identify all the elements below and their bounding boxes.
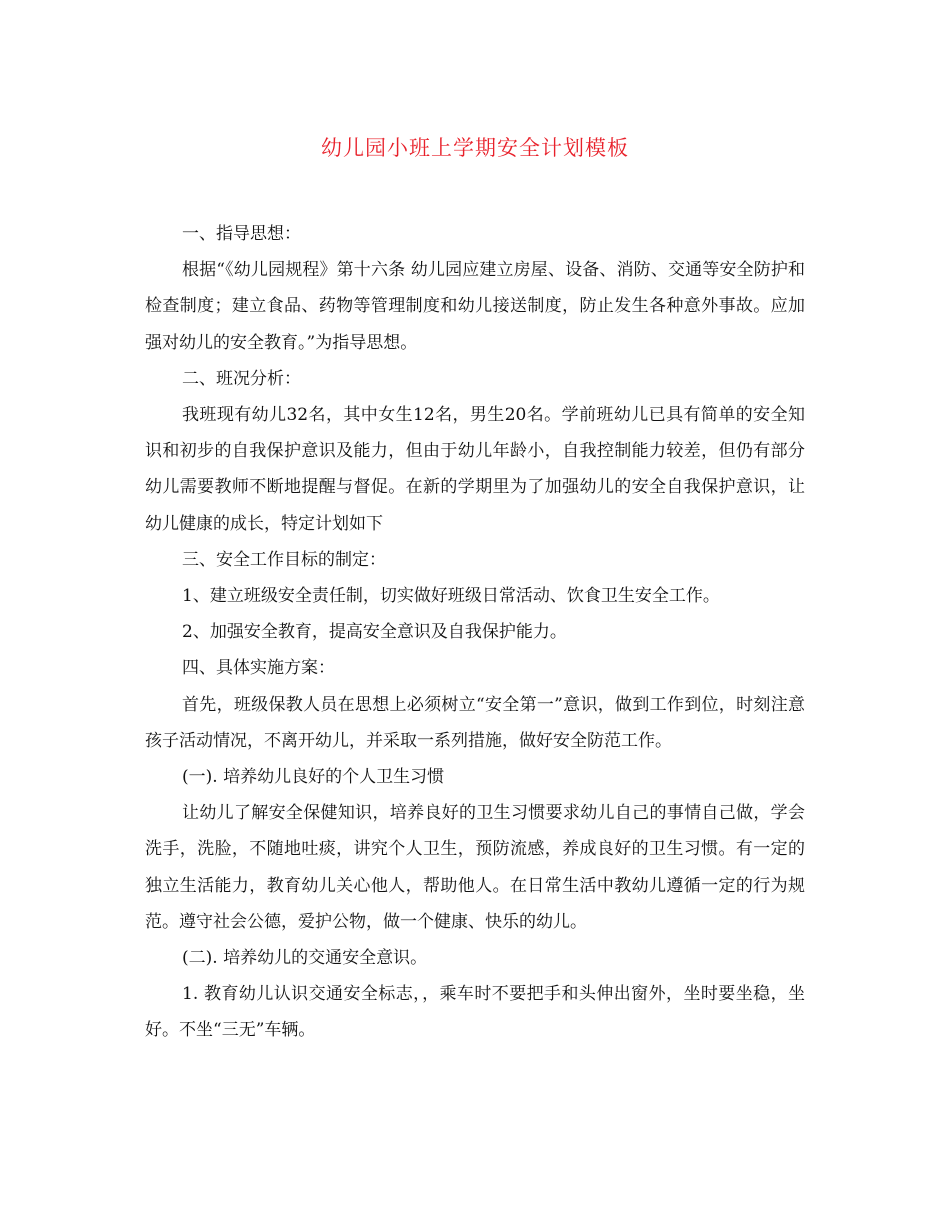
heading-implementation-plan: 四、具体实施方案：: [182, 658, 335, 679]
subheading-traffic-safety: (二). 培养幼儿的交通安全意识。: [182, 948, 428, 969]
heading-class-analysis: 二、班况分析：: [182, 368, 301, 389]
paragraph-guiding-thought: 根据“《幼儿园规程》第十六条 幼儿园应建立房屋、设备、消防、交通等安全防护和检查制度；建立食品、药物等管理制度和幼儿接送制度，防止发生各种意外事故。应加强对幼儿的安全教育。”为指导思想。: [145, 260, 805, 353]
paragraph-class-analysis: 我班现有幼儿32名，其中女生12名，男生20名。学前班幼儿已具有简单的安全知识和初步的自我保护意识及能力，但由于幼儿年龄小，自我控制能力较差，但仍有部分幼儿需要教师不断地提醒与督促。在新的学期里为了加强幼儿的安全自我保护意识，让幼儿健康的成长，特定计划如下: [145, 405, 805, 534]
goal-item-1: 1、建立班级安全责任制，切实做好班级日常活动、饮食卫生安全工作。: [182, 586, 720, 607]
traffic-item-1: 1. 教育幼儿认识交通安全标志，，乘车时不要把手和头伸出窗外，坐时要坐稳，坐好。不坐“三无”车辆。: [145, 984, 805, 1041]
heading-safety-goals: 三、安全工作目标的制定：: [182, 549, 386, 570]
paragraph-implementation-intro: 首先，班级保教人员在思想上必须树立“安全第一”意识，做到工作到位，时刻注意孩子活动情况，不离开幼儿，并采取一系列措施，做好安全防范工作。: [145, 694, 805, 751]
paragraph-hygiene-habits: 让幼儿了解安全保健知识，培养良好的卫生习惯要求幼儿自己的事情自己做，学会洗手，洗脸，不随地吐痰，讲究个人卫生，预防流感，养成良好的卫生习惯。有一定的独立生活能力，教育幼儿关心他人，帮助他人。在日常生活中教幼儿遵循一定的行为规范。遵守社会公德，爱护公物，做一个健康、快乐的幼儿。: [145, 803, 805, 932]
heading-guiding-thought: 一、指导思想：: [182, 224, 301, 244]
document-title: 幼儿园小班上学期安全计划模板: [321, 136, 629, 160]
document-body: [145, 216, 805, 1049]
goal-item-2: 2、加强安全教育，提高安全意识及自我保护能力。: [182, 622, 567, 643]
subheading-hygiene-habits: (一). 培养幼儿良好的个人卫生习惯: [182, 767, 445, 788]
